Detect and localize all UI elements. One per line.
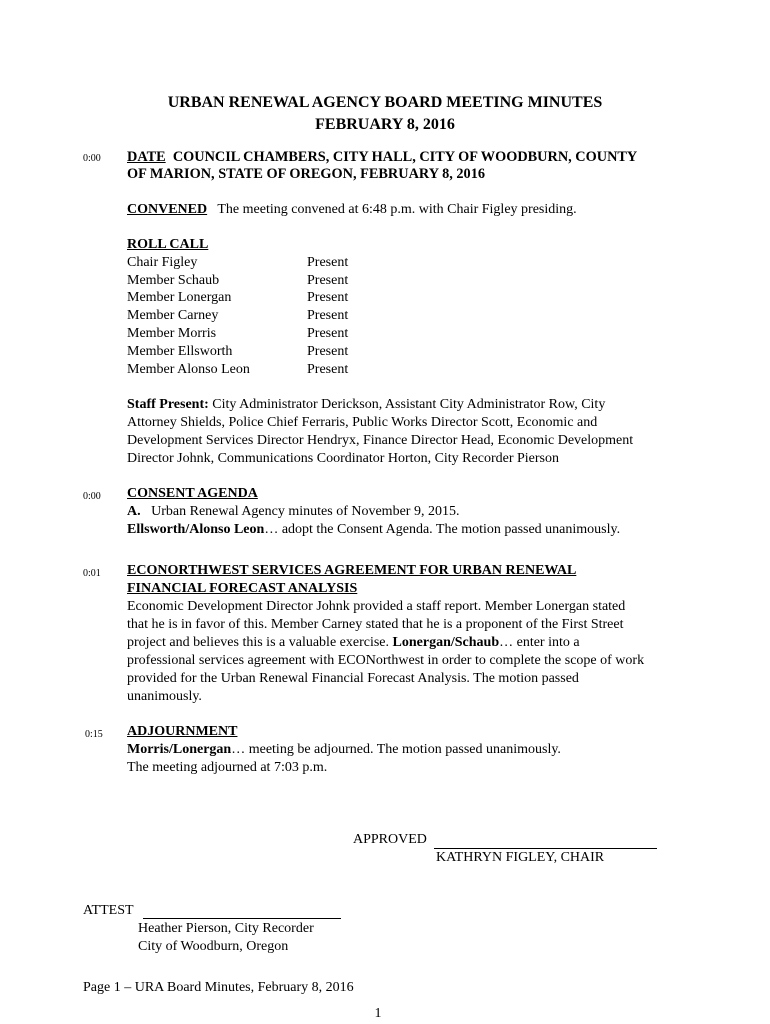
attest-org: City of Woodburn, Oregon	[138, 939, 289, 954]
roll-call-name: Member Schaub	[127, 273, 220, 288]
econ-motion-movers: Lonergan/Schaub	[392, 635, 500, 650]
page-number-value: 1	[374, 1006, 382, 1021]
consent-motion-text: … adopt the Consent Agenda. The motion passed unanimously.	[264, 522, 621, 537]
adjournment-motion	[127, 742, 561, 758]
roll-call-status: Present	[307, 290, 349, 305]
roll-call-status: Present	[307, 362, 349, 377]
staff-line-1	[127, 397, 605, 413]
approved-signature-line	[434, 848, 657, 849]
econ-line-3-post: … enter into a	[499, 635, 580, 650]
date-line-1	[127, 149, 637, 166]
title-line-1: URBAN RENEWAL AGENCY BOARD MEETING MINUTES	[167, 94, 603, 111]
page-footer: Page 1 – URA Board Minutes, February 8, 2016	[83, 980, 354, 995]
staff-text-1: City Administrator Derickson, Assistant City Administrator Row, City	[212, 397, 606, 412]
staff-line-3: Development Services Director Hendryx, Finance Director Head, Economic Development	[127, 433, 634, 448]
attest-label: ATTEST	[83, 903, 134, 918]
econ-line-3-pre: project and believes this is a valuable exercise.	[127, 635, 393, 650]
consent-motion	[127, 522, 620, 538]
page-number	[0, 1006, 770, 1022]
staff-line-2: Attorney Shields, Police Chief Ferraris, Public Works Director Scott, Economic and	[127, 415, 598, 430]
adjournment-time: The meeting adjourned at 7:03 p.m.	[127, 760, 328, 775]
staff-line-4: Director Johnk, Communications Coordinator Horton, City Recorder Pierson	[127, 451, 559, 466]
econ-heading-1: ECONORTHWEST SERVICES AGREEMENT FOR URBAN RENEWAL	[127, 563, 577, 578]
roll-call-name: Member Lonergan	[127, 290, 232, 305]
roll-call-status: Present	[307, 308, 349, 323]
adjournment-timestamp: 0:15	[85, 729, 103, 740]
roll-call-status: Present	[307, 326, 349, 341]
econ-timestamp: 0:01	[83, 568, 101, 579]
staff-label: Staff Present:	[127, 397, 209, 412]
consent-item-text: Urban Renewal Agency minutes of November 9, 2015.	[151, 504, 460, 519]
econ-heading-2: FINANCIAL FORECAST ANALYSIS	[127, 581, 358, 596]
roll-call-name: Chair Figley	[127, 255, 198, 270]
attest-name: Heather Pierson, City Recorder	[138, 921, 314, 936]
econ-line-4: professional services agreement with ECONorthwest in order to complete the scope of work	[127, 653, 645, 668]
attest-signature-line	[143, 918, 341, 919]
convened-text: The meeting convened at 6:48 p.m. with Chair Figley presiding.	[217, 202, 577, 217]
title-line-2: FEBRUARY 8, 2016	[315, 116, 455, 133]
econ-line-3	[127, 635, 580, 651]
consent-motion-movers: Ellsworth/Alonso Leon	[127, 522, 265, 537]
convened-heading: CONVENED	[127, 202, 208, 217]
roll-call-status: Present	[307, 255, 349, 270]
roll-call-status: Present	[307, 273, 349, 288]
date-line-2: OF MARION, STATE OF OREGON, FEBRUARY 8, 2016	[127, 166, 485, 182]
roll-call-name: Member Ellsworth	[127, 344, 233, 359]
convened-line	[127, 202, 577, 218]
consent-timestamp: 0:00	[83, 491, 101, 502]
adjournment-motion-text: … meeting be adjourned. The motion passed unanimously.	[231, 742, 561, 757]
roll-call-status: Present	[307, 344, 349, 359]
date-text-1: COUNCIL CHAMBERS, CITY HALL, CITY OF WOODBURN, COUNTY	[172, 149, 638, 165]
roll-call-name: Member Carney	[127, 308, 219, 323]
approved-name: KATHRYN FIGLEY, CHAIR	[436, 850, 605, 865]
date-heading: DATE	[127, 149, 166, 165]
approved-label: APPROVED	[353, 832, 427, 847]
roll-call-name: Member Alonso Leon	[127, 362, 250, 377]
econ-line-6: unanimously.	[127, 689, 202, 704]
econ-line-1: Economic Development Director Johnk provided a staff report. Member Lonergan stated	[127, 599, 626, 614]
adjournment-movers: Morris/Lonergan	[127, 742, 232, 757]
econ-line-2: that he is in favor of this. Member Carney stated that he is a proponent of the First Street	[127, 617, 624, 632]
roll-call-name: Member Morris	[127, 326, 217, 341]
econ-line-5: provided for the Urban Renewal Financial Forecast Analysis. The motion passed	[127, 671, 579, 686]
consent-heading: CONSENT AGENDA	[127, 486, 258, 501]
date-timestamp: 0:00	[83, 153, 101, 164]
consent-item-label: A.	[127, 504, 141, 519]
roll-call-heading: ROLL CALL	[127, 237, 209, 252]
adjournment-heading: ADJOURNMENT	[127, 724, 238, 739]
consent-item	[127, 504, 459, 520]
